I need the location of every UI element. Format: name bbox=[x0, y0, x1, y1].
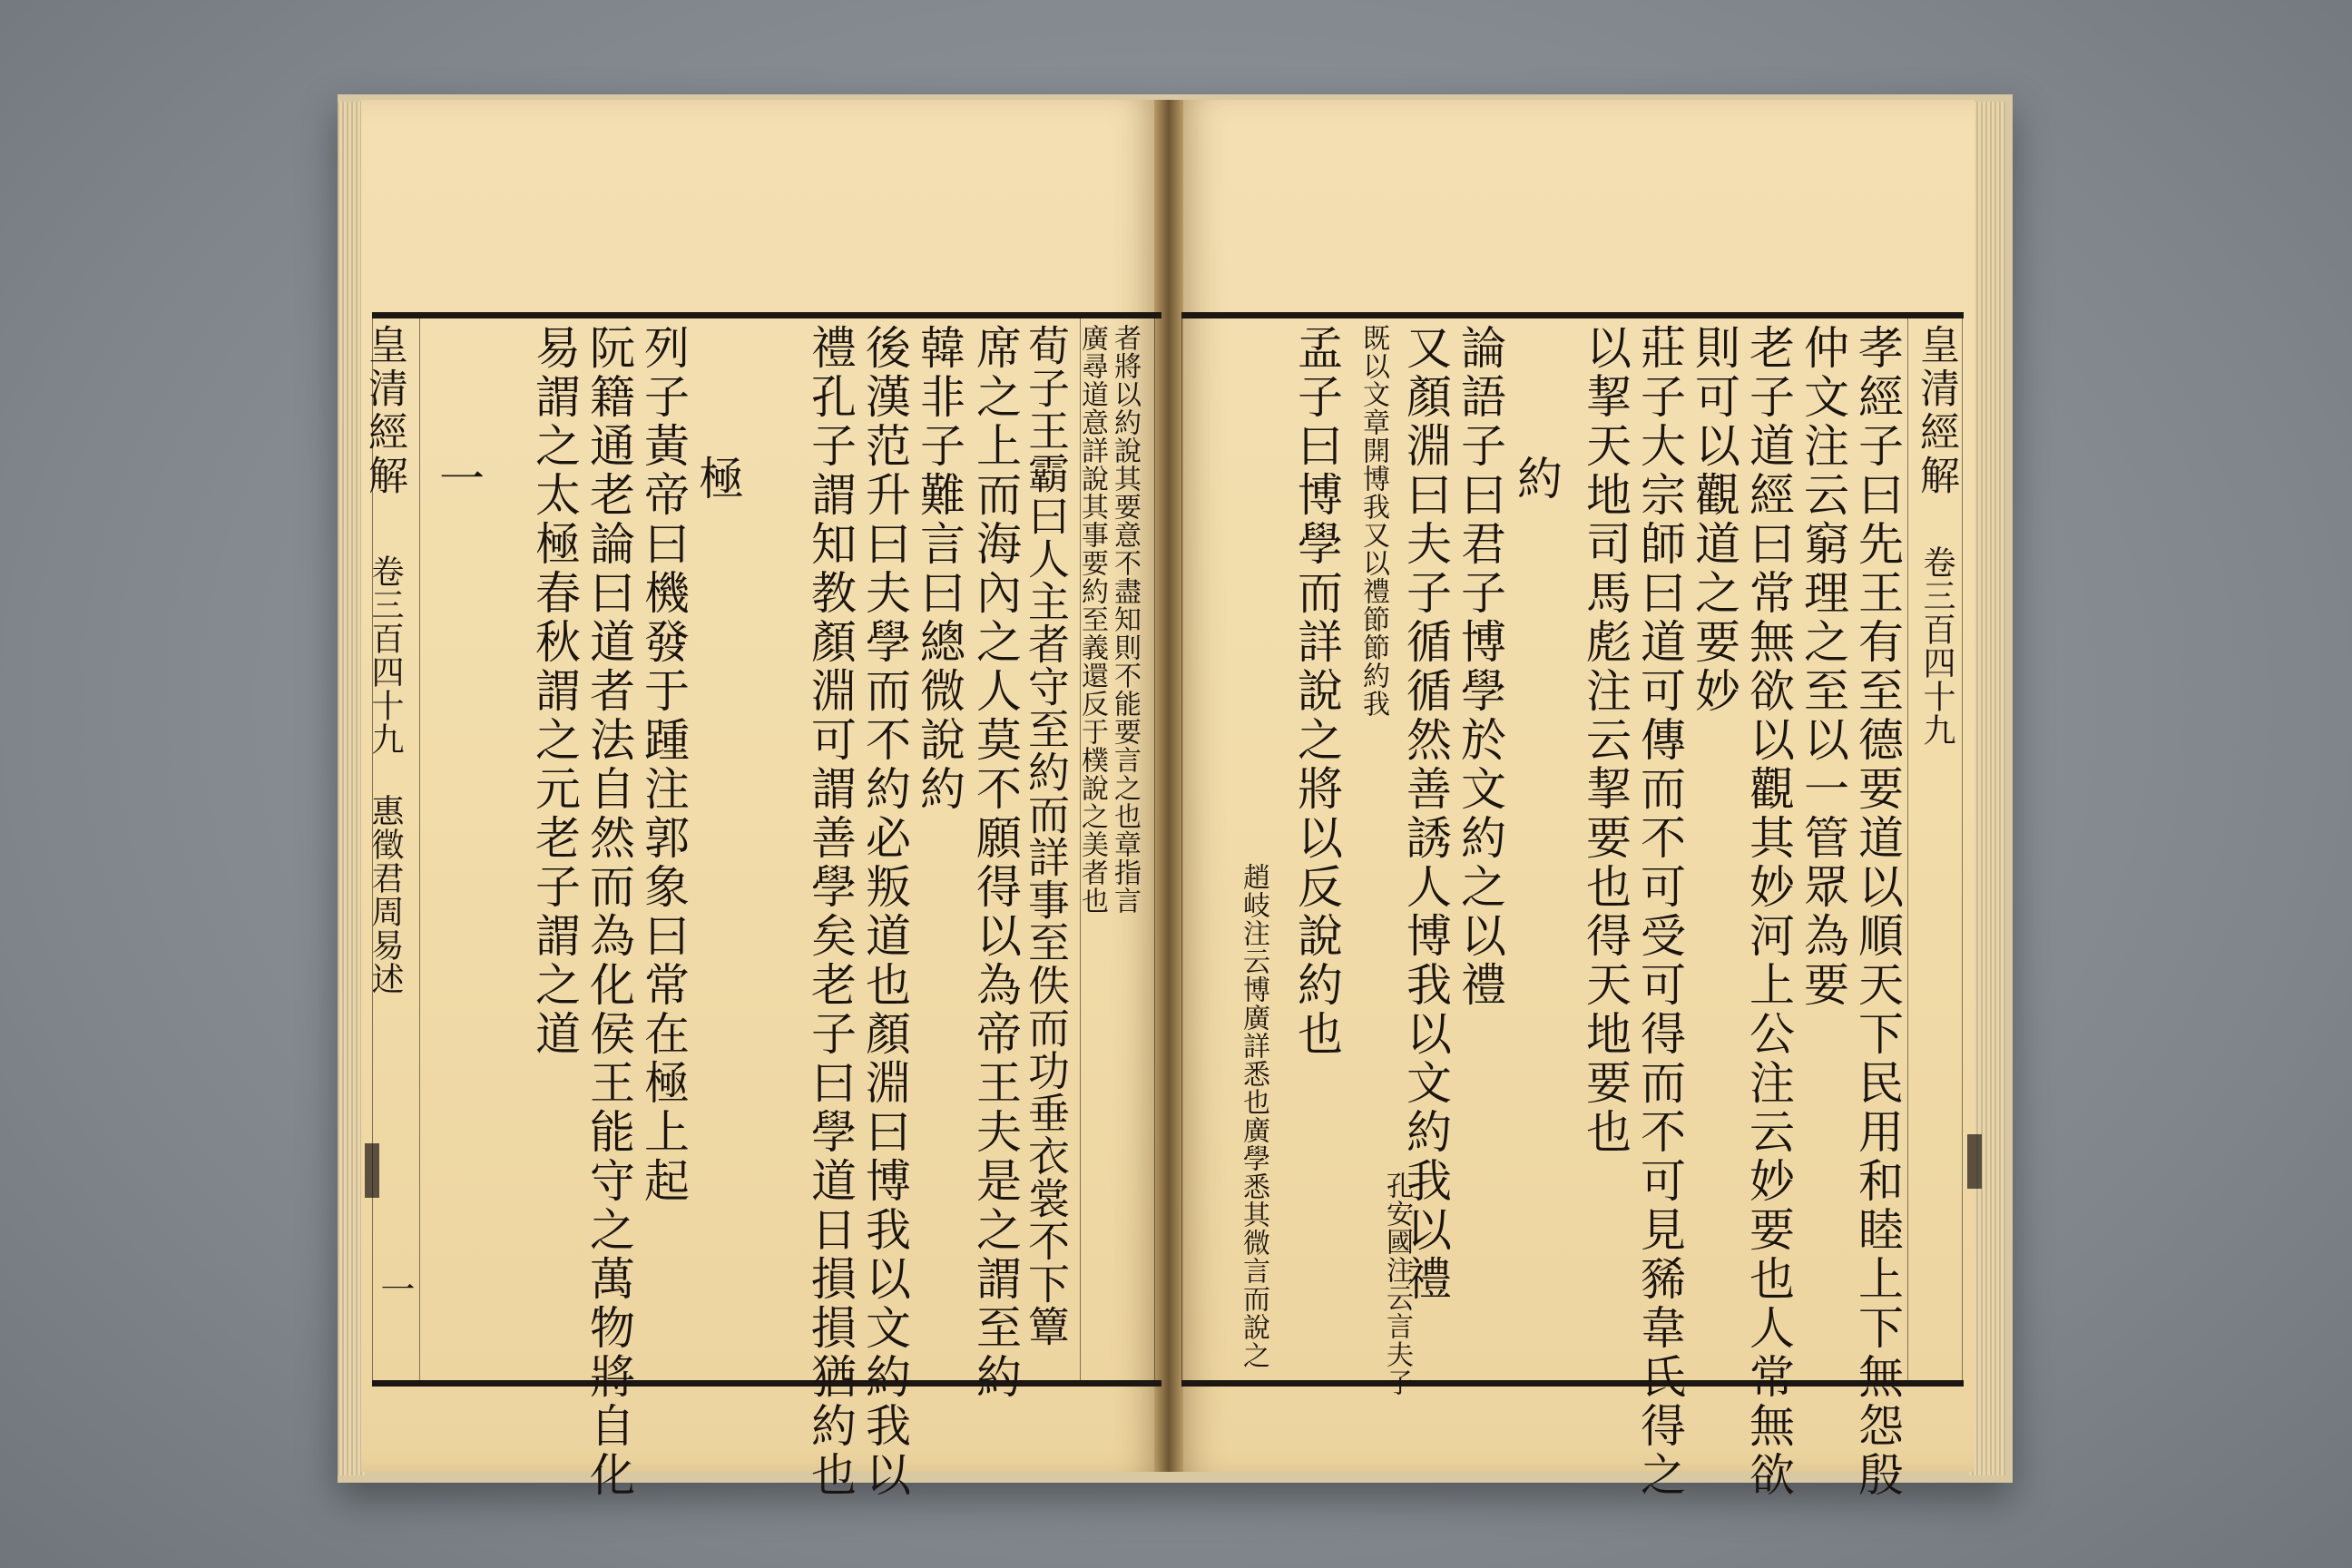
left-col-12: 一 bbox=[432, 455, 485, 504]
left-col-6: 後漢范升曰夫學而不約必叛道也顏淵曰博我以文約我以 bbox=[858, 324, 911, 1500]
right-col-6: 以挈天地司馬彪注云挈要也得天地要也 bbox=[1579, 324, 1632, 1157]
left-col-9: 列子黃帝曰機發于踵注郭象曰常在極上起 bbox=[637, 324, 690, 1206]
left-col-11: 易謂之太極春秋謂之元老子謂之道 bbox=[528, 324, 581, 1059]
right-col-4: 則可以觀道之要妙 bbox=[1688, 324, 1740, 716]
left-col-4: 席之上而海內之人莫不願得以為帝王夫是之謂至約 bbox=[969, 324, 1022, 1402]
left-col-10: 阮籍通老論曰道者法自然而為化侯王能守之萬物將自化 bbox=[583, 324, 635, 1500]
left-col-5: 韓非子難言曰總微說約 bbox=[913, 324, 965, 814]
right-edge-chapter: 卷三百四十九 bbox=[1918, 545, 1955, 747]
right-page-text-frame bbox=[1181, 312, 1964, 1500]
right-col-9: 又顏淵曰夫子循循然善誘人博我以文約我以禮 bbox=[1399, 324, 1452, 1304]
right-col-11: 孟子曰博學而詳說之將以反說約也 bbox=[1290, 324, 1343, 1059]
left-edge-chapter: 卷三百四十九 惠徵君周易述 bbox=[367, 554, 404, 995]
right-col-5: 莊子大宗師曰道可傳而不可受可得而不可見豨韋氏得之 bbox=[1633, 324, 1686, 1500]
left-col-2: 廣尋道意詳說其事要約至義還反于樸說之美者也 bbox=[1076, 324, 1108, 915]
right-col-10: 既以文章開博我又以禮節節約我 bbox=[1357, 324, 1389, 718]
right-col-3: 老子道經曰常無欲以觀其妙河上公注云妙要也人常無欲 bbox=[1742, 324, 1795, 1500]
left-col-3: 荀子王霸曰人主者守至約而詳事至佚而功垂衣裳不下簟 bbox=[1022, 324, 1071, 1348]
right-edge-title: 皇清經解 bbox=[1913, 324, 1959, 498]
right-col-12: 趙岐注云博廣詳悉也廣學悉其微言而說之 bbox=[1238, 863, 1269, 1369]
right-col-1: 孝經子曰先王有至德要道以順天下民用和睦上下無怨殷 bbox=[1851, 324, 1904, 1500]
right-col-13: 孔安國注云言夫子 bbox=[1381, 1171, 1413, 1396]
left-page-text-frame bbox=[361, 312, 1161, 1500]
left-edge-title: 皇清經解 bbox=[361, 324, 407, 498]
right-col-8: 論語子曰君子博學於文約之以禮 bbox=[1454, 324, 1506, 1010]
right-col-2: 仲文注云窮理之至以一管眾為要 bbox=[1797, 324, 1849, 1010]
right-ink-mark bbox=[1967, 1134, 1982, 1189]
left-folio: 一 bbox=[375, 1271, 415, 1309]
left-col-1: 者將以約說其要意不盡知則不能要言之也章指言 bbox=[1109, 324, 1141, 915]
left-col-8-heading: 極 bbox=[691, 455, 744, 504]
left-col-7: 禮孔子謂知教顏淵可謂善學矣老子曰學道日損損猶約也 bbox=[804, 324, 857, 1500]
right-col-7-heading: 約 bbox=[1510, 455, 1563, 504]
right-page-edges bbox=[1969, 102, 2005, 1475]
left-ink-mark bbox=[365, 1143, 379, 1198]
